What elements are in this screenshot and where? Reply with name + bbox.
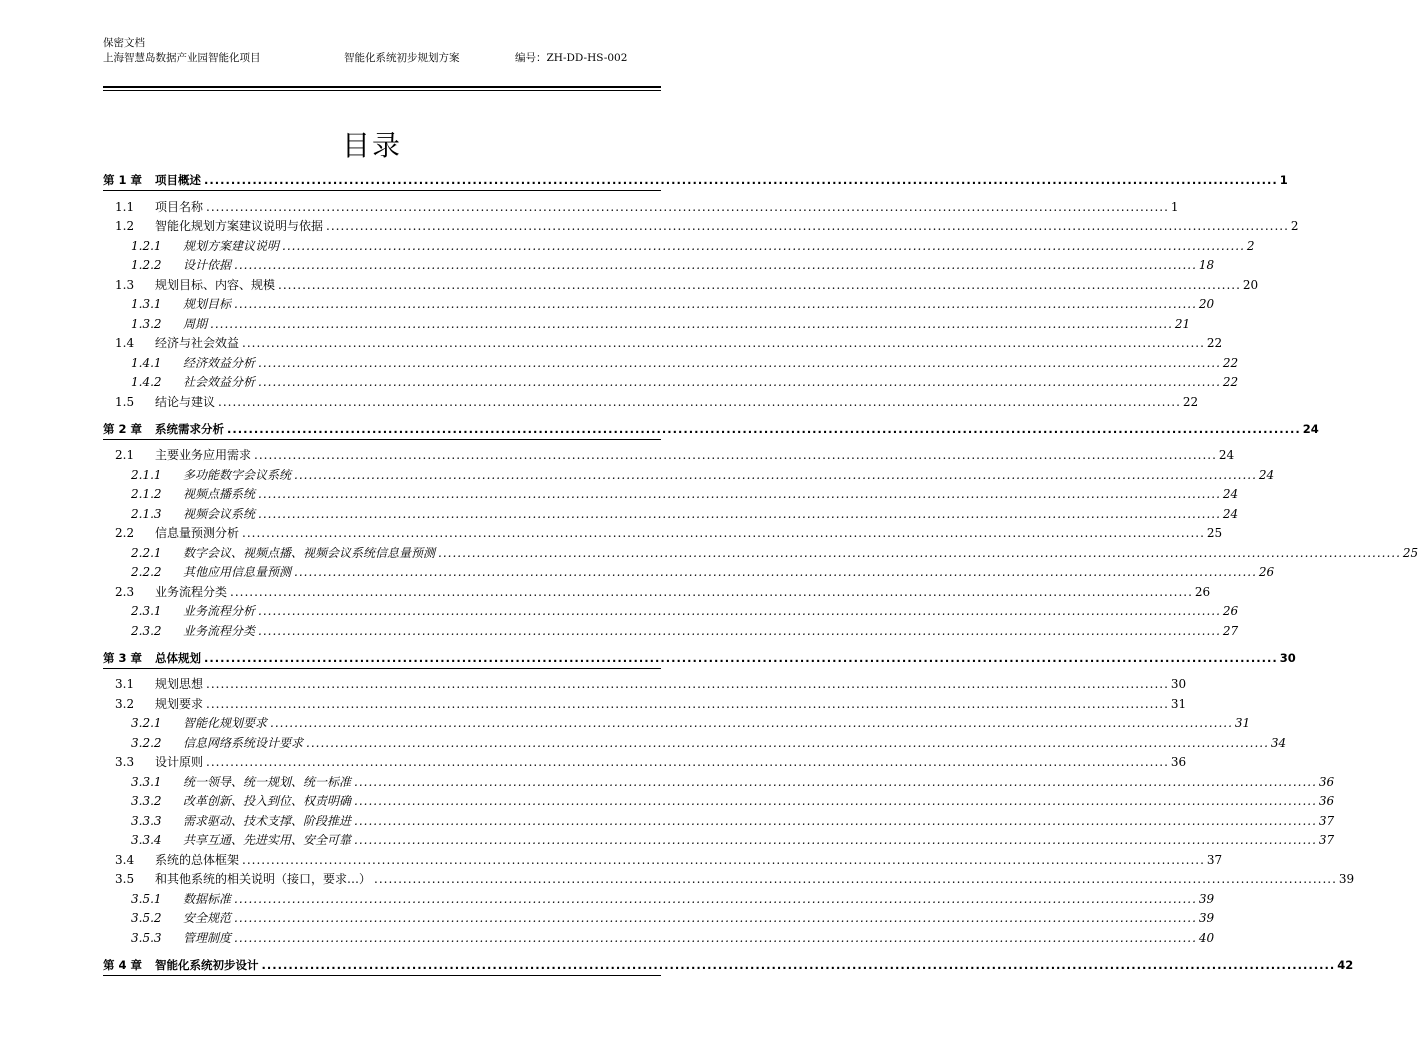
toc-dot-leader: ........................................................................................................................................................................................................ xyxy=(258,506,1221,521)
toc-dot-leader: ........................................................................................................................................................................................................ xyxy=(261,957,1336,972)
chapter-underline xyxy=(103,975,661,976)
toc-chapter-entry[interactable] xyxy=(103,421,1319,437)
toc-entry-title: 智能化系统初步设计 xyxy=(155,957,259,972)
toc-entry[interactable] xyxy=(103,237,1255,253)
toc-dot-leader: ........................................................................................................................................................................................................ xyxy=(230,584,1193,599)
toc-entry-title: 统一领导、统一规划、统一标准 xyxy=(183,774,352,789)
toc-page-number: 22 xyxy=(1222,355,1239,370)
toc-page-number: 1 xyxy=(1279,173,1288,187)
toc-dot-leader: ........................................................................................................................................................................................................ xyxy=(374,872,1337,886)
toc-entry-number: 1.1 xyxy=(115,199,135,214)
header-rule-thin xyxy=(103,90,661,91)
toc-entry[interactable] xyxy=(103,792,1335,808)
toc-entry-title: 规划思想 xyxy=(155,677,204,691)
toc-page-number: 20 xyxy=(1198,297,1215,311)
toc-dot-leader: ........................................................................................................................................................................................................ xyxy=(354,794,1317,808)
toc-dot-leader: ........................................................................................................................................................................................................ xyxy=(206,696,1169,711)
toc-entry-title: 安全规范 xyxy=(183,911,232,925)
document-number: 编号：ZH-DD-HS-002 xyxy=(515,52,628,64)
toc-dot-leader: ........................................................................................................................................................................................................ xyxy=(204,173,1278,187)
toc-entry-title: 系统的总体框架 xyxy=(155,852,240,867)
toc-page-number: 22 xyxy=(1222,375,1239,389)
toc-entry[interactable] xyxy=(103,583,1211,599)
toc-dot-leader: ........................................................................................................................................................................................................ xyxy=(218,394,1181,409)
page-header xyxy=(103,36,661,67)
toc-entry-number: 3.2.1 xyxy=(131,716,162,730)
toc-entry-number: 3.5 xyxy=(115,872,135,886)
toc-page-number: 39 xyxy=(1198,911,1215,925)
toc-page-number: 39 xyxy=(1198,891,1215,906)
toc-entry-number: 3.5.2 xyxy=(131,911,162,925)
toc-entry[interactable] xyxy=(103,909,1215,925)
toc-page-number: 24 xyxy=(1222,487,1239,501)
toc-dot-leader: ........................................................................................................................................................................................................ xyxy=(234,891,1197,906)
toc-page-number: 36 xyxy=(1170,755,1187,769)
toc-dot-leader: ........................................................................................................................................................................................................ xyxy=(294,467,1257,482)
toc-entry[interactable] xyxy=(103,373,1239,389)
toc-page-number: 37 xyxy=(1206,852,1223,867)
toc-dot-leader: ........................................................................................................................................................................................................ xyxy=(234,297,1197,311)
toc-dot-leader: ........................................................................................................................................................................................................ xyxy=(258,375,1221,389)
toc-dot-leader: ........................................................................................................................................................................................................ xyxy=(306,735,1269,750)
toc-dot-leader: ........................................................................................................................................................................................................ xyxy=(234,911,1197,925)
toc-dot-leader: ........................................................................................................................................................................................................ xyxy=(278,277,1241,292)
toc-entry-title: 项目名称 xyxy=(155,199,204,214)
toc-page-number: 21 xyxy=(1174,316,1191,331)
toc-entry-title: 设计原则 xyxy=(155,755,204,769)
toc-entry[interactable] xyxy=(103,753,1187,769)
toc-entry-number: 2.2 xyxy=(115,526,135,540)
toc-dot-leader: ........................................................................................................................................................................................................ xyxy=(326,219,1289,233)
toc-page-number: 37 xyxy=(1318,813,1335,828)
toc-dot-leader: ........................................................................................................................................................................................................ xyxy=(438,545,1401,560)
toc-entry-title: 数字会议、视频点播、视频会议系统信息量预测 xyxy=(183,545,436,560)
toc-chapter-entry[interactable] xyxy=(103,172,1288,188)
toc-page-number: 2 xyxy=(1246,238,1255,253)
toc-entry-number: 1.2.2 xyxy=(131,258,162,272)
toc-dot-leader: ........................................................................................................................................................................................................ xyxy=(234,930,1197,945)
toc-entry-title: 需求驱动、技术支撑、阶段推进 xyxy=(183,813,352,828)
toc-entry-number: 3.2.2 xyxy=(131,735,162,750)
toc-entry-title: 管理制度 xyxy=(183,930,232,945)
toc-entry-title: 规划方案建议说明 xyxy=(183,238,280,253)
toc-entry[interactable] xyxy=(103,198,1179,214)
toc-dot-leader: ........................................................................................................................................................................................................ xyxy=(258,604,1221,618)
toc-entry-number: 第 1 章 xyxy=(103,173,143,187)
toc-page-number: 22 xyxy=(1182,394,1199,409)
toc-page-number: 2 xyxy=(1290,219,1299,233)
toc-entry-title: 周期 xyxy=(183,316,208,331)
toc-entry-number: 1.4 xyxy=(115,336,135,350)
toc-entry-number: 2.2.1 xyxy=(131,545,162,560)
toc-entry-title: 智能化规划方案建议说明与依据 xyxy=(155,219,324,233)
toc-entry[interactable] xyxy=(103,217,1299,233)
toc-entry[interactable] xyxy=(103,675,1187,691)
toc-page-number: 22 xyxy=(1206,336,1223,350)
toc-page-number: 26 xyxy=(1258,565,1275,579)
toc-page-number: 42 xyxy=(1337,957,1354,972)
toc-page-number: 24 xyxy=(1302,421,1319,436)
toc-entry[interactable] xyxy=(103,602,1239,618)
toc-page-number: 24 xyxy=(1222,506,1239,521)
toc-entry[interactable] xyxy=(103,870,1355,886)
toc-entry-title: 业务流程分类 xyxy=(183,623,256,638)
toc-page-number: 20 xyxy=(1242,277,1259,292)
toc-entry-number: 2.3 xyxy=(115,584,135,599)
toc-entry-number: 3.3.3 xyxy=(131,813,162,828)
toc-entry-number: 1.2.1 xyxy=(131,238,162,253)
toc-entry-title: 结论与建议 xyxy=(155,394,216,409)
toc-entry[interactable] xyxy=(103,929,1215,945)
toc-dot-leader: ........................................................................................................................................................................................................ xyxy=(210,316,1173,331)
toc-entry[interactable] xyxy=(103,466,1275,482)
toc-page-number: 27 xyxy=(1222,623,1239,638)
toc-entry-title: 规划要求 xyxy=(155,696,204,711)
toc-entry-number: 2.3.2 xyxy=(131,623,162,638)
toc-dot-leader: ........................................................................................................................................................................................................ xyxy=(354,813,1317,828)
toc-entry[interactable] xyxy=(103,773,1335,789)
toc-entry-number: 1.3.1 xyxy=(131,297,162,311)
toc-entry-number: 3.5.1 xyxy=(131,891,162,906)
toc-dot-leader: ........................................................................................................................................................................................................ xyxy=(354,833,1317,847)
toc-entry-title: 和其他系统的相关说明（接口，要求…） xyxy=(155,872,372,886)
toc-page-number: 24 xyxy=(1218,448,1235,462)
toc-entry-title: 数据标准 xyxy=(183,891,232,906)
toc-entry-number: 第 3 章 xyxy=(103,650,143,665)
toc-dot-leader: ........................................................................................................................................................................................................ xyxy=(227,421,1301,436)
toc-dot-leader: ........................................................................................................................................................................................................ xyxy=(242,526,1205,540)
toc-entry-number: 1.2 xyxy=(115,219,135,233)
toc-dot-leader: ........................................................................................................................................................................................................ xyxy=(204,650,1278,665)
toc-entry-number: 3.3.4 xyxy=(131,833,162,847)
toc-entry-number: 3.3 xyxy=(115,755,135,769)
toc-entry[interactable] xyxy=(103,812,1335,828)
toc-entry-title: 项目概述 xyxy=(155,173,201,187)
toc-entry[interactable] xyxy=(103,544,1418,560)
toc-entry-title: 总体规划 xyxy=(155,650,201,665)
toc-chapter-entry[interactable] xyxy=(103,957,1354,973)
toc-entry-title: 社会效益分析 xyxy=(183,375,256,389)
toc-dot-leader: ........................................................................................................................................................................................................ xyxy=(254,448,1217,462)
chapter-underline xyxy=(103,668,661,669)
toc-page-number: 36 xyxy=(1318,774,1335,789)
toc-entry[interactable] xyxy=(103,354,1239,370)
toc-entry-title: 经济与社会效益 xyxy=(155,336,240,350)
chapter-underline xyxy=(103,190,661,191)
toc-entry[interactable] xyxy=(103,622,1239,638)
toc-page-number: 40 xyxy=(1198,930,1215,945)
toc-entry-title: 信息网络系统设计要求 xyxy=(183,735,304,750)
toc-entry[interactable] xyxy=(103,334,1223,350)
toc-entry-title: 改革创新、投入到位、权责明确 xyxy=(183,794,352,808)
toc-page-number: 18 xyxy=(1198,258,1215,272)
toc-dot-leader: ........................................................................................................................................................................................................ xyxy=(258,355,1221,370)
toc-entry-title: 信息量预测分析 xyxy=(155,526,240,540)
toc-entry-title: 规划目标、内容、规模 xyxy=(155,277,276,292)
toc-entry-title: 视频点播系统 xyxy=(183,487,256,501)
toc-page-number: 31 xyxy=(1234,716,1251,730)
toc-entry-number: 1.3.2 xyxy=(131,316,162,331)
toc-entry-number: 2.2.2 xyxy=(131,565,162,579)
toc-dot-leader: ........................................................................................................................................................................................................ xyxy=(354,774,1317,789)
toc-page-number: 25 xyxy=(1206,526,1223,540)
toc-entry-title: 主要业务应用需求 xyxy=(155,448,252,462)
toc-dot-leader: ........................................................................................................................................................................................................ xyxy=(206,755,1169,769)
header-rule-thick xyxy=(103,86,661,88)
toc-page-number: 34 xyxy=(1270,735,1287,750)
confidential-label: 保密文档 xyxy=(103,37,145,49)
toc-page-number: 37 xyxy=(1318,833,1335,847)
toc-entry-number: 2.1.3 xyxy=(131,506,162,521)
toc-entry-number: 2.3.1 xyxy=(131,604,162,618)
toc-entry-number: 第 2 章 xyxy=(103,421,143,436)
toc-entry[interactable] xyxy=(103,485,1239,501)
toc-entry-number: 3.3.1 xyxy=(131,774,162,789)
toc-page-number: 24 xyxy=(1258,467,1275,482)
toc-dot-leader: ........................................................................................................................................................................................................ xyxy=(206,677,1169,691)
toc-entry[interactable] xyxy=(103,295,1215,311)
toc-page-number: 26 xyxy=(1194,584,1211,599)
chapter-underline xyxy=(103,439,661,440)
toc-page-number: 30 xyxy=(1170,677,1187,691)
toc-dot-leader: ........................................................................................................................................................................................................ xyxy=(282,238,1245,253)
toc-entry-title: 设计依据 xyxy=(183,258,232,272)
toc-entry-title: 多功能数字会议系统 xyxy=(183,467,292,482)
toc-dot-leader: ........................................................................................................................................................................................................ xyxy=(206,199,1169,214)
toc-dot-leader: ........................................................................................................................................................................................................ xyxy=(294,565,1257,579)
toc-entry-number: 1.4.2 xyxy=(131,375,162,389)
toc-entry[interactable] xyxy=(103,393,1199,409)
toc-page-number: 30 xyxy=(1279,650,1296,665)
toc-entry-number: 2.1 xyxy=(115,448,135,462)
toc-entry-title: 业务流程分类 xyxy=(155,584,228,599)
project-name: 上海智慧岛数据产业园智能化项目 xyxy=(103,52,261,64)
toc-entry[interactable] xyxy=(103,714,1251,730)
toc-entry[interactable] xyxy=(103,563,1275,579)
toc-title: 目录 xyxy=(341,129,402,162)
toc-entry[interactable] xyxy=(103,446,1235,462)
toc-entry-number: 3.3.2 xyxy=(131,794,162,808)
toc-entry[interactable] xyxy=(103,505,1239,521)
toc-dot-leader: ........................................................................................................................................................................................................ xyxy=(242,336,1205,350)
toc-entry[interactable] xyxy=(103,315,1191,331)
toc-dot-leader: ........................................................................................................................................................................................................ xyxy=(258,623,1221,638)
toc-entry[interactable] xyxy=(103,524,1223,540)
toc-entry[interactable] xyxy=(103,256,1215,272)
toc-entry-title: 规划目标 xyxy=(183,297,232,311)
toc-page-number: 25 xyxy=(1402,545,1418,560)
toc-page-number: 36 xyxy=(1318,794,1335,808)
toc-dot-leader: ........................................................................................................................................................................................................ xyxy=(258,487,1221,501)
toc-entry-number: 1.3 xyxy=(115,277,135,292)
toc-entry[interactable] xyxy=(103,890,1215,906)
toc-entry[interactable] xyxy=(103,695,1187,711)
toc-entry[interactable] xyxy=(103,831,1335,847)
toc-entry-number: 3.2 xyxy=(115,696,135,711)
toc-entry-title: 视频会议系统 xyxy=(183,506,256,521)
toc-entry-number: 1.4.1 xyxy=(131,355,162,370)
toc-entry-number: 2.1.2 xyxy=(131,487,162,501)
toc-entry[interactable] xyxy=(103,734,1287,750)
toc-page-number: 31 xyxy=(1170,696,1187,711)
toc-entry-number: 第 4 章 xyxy=(103,957,143,972)
toc-dot-leader: ........................................................................................................................................................................................................ xyxy=(234,258,1197,272)
toc-page-number: 39 xyxy=(1338,872,1355,886)
toc-entry-number: 3.4 xyxy=(115,852,135,867)
toc-page-number: 26 xyxy=(1222,604,1239,618)
toc-entry-title: 经济效益分析 xyxy=(183,355,256,370)
toc-entry-number: 3.1 xyxy=(115,677,135,691)
toc-entry-number: 3.5.3 xyxy=(131,930,162,945)
toc-entry-number: 2.1.1 xyxy=(131,467,162,482)
toc-dot-leader: ........................................................................................................................................................................................................ xyxy=(270,716,1233,730)
toc-entry-title: 业务流程分析 xyxy=(183,604,256,618)
toc-entry-title: 系统需求分析 xyxy=(155,421,224,436)
toc-dot-leader: ........................................................................................................................................................................................................ xyxy=(242,852,1205,867)
toc-entry-title: 共享互通、先进实用、安全可靠 xyxy=(183,833,352,847)
toc-chapter-entry[interactable] xyxy=(103,650,1296,666)
document-title: 智能化系统初步规划方案 xyxy=(344,52,460,64)
toc-entry-number: 1.5 xyxy=(115,394,135,409)
toc-entry-title: 其他应用信息量预测 xyxy=(183,565,292,579)
toc-entry-title: 智能化规划要求 xyxy=(183,716,268,730)
toc-entry[interactable] xyxy=(103,851,1223,867)
toc-page-number: 1 xyxy=(1170,199,1179,214)
toc-entry[interactable] xyxy=(103,276,1259,292)
header-row xyxy=(103,51,661,67)
